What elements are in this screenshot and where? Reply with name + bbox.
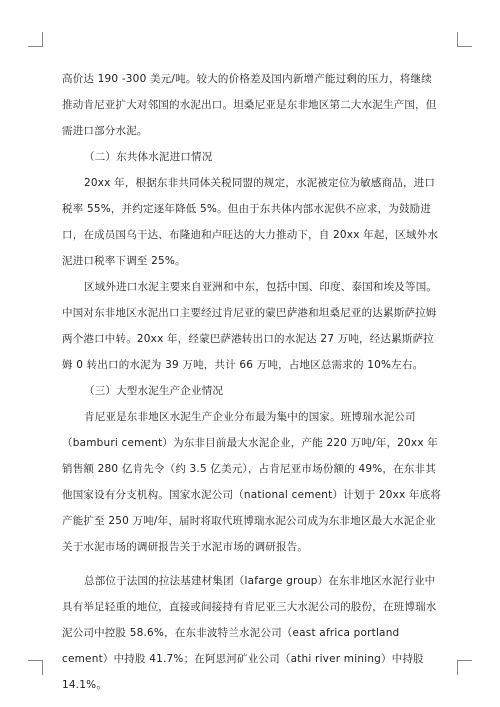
paragraph-gap xyxy=(62,560,442,568)
crop-mark-top-left xyxy=(28,32,43,47)
paragraph-kenya-producers: 肯尼亚是东非地区水泥生产企业分布最为集中的国家。班博瑞水泥公司（bamburi cement）为东非目前最大水泥企业，产能 220 万吨/年，20xx 年销售额 280 亿肯先令（约 3.5 亿美元），占肯尼亚市场份额的 49%，在东非其他国家设有分支机构。国家水泥公司（national cement）计划于 20xx 年底将产能扩至 250 万吨/年，届时将取代班博瑞水泥公司成为东非地区最大水泥企业关于水泥市场的调研报告关于水泥市场的调研报告。 xyxy=(62,411,442,553)
paragraph-import-sources: 区域外进口水泥主要来自亚洲和中东，包括中国、印度、泰国和埃及等国。中国对东非地区水泥出口主要经过肯尼亚的蒙巴萨港和坦桑尼亚的达累斯萨拉姆两个港口中转。20xx 年，经蒙巴萨港转出口的水泥达 27 万吨，经达累斯萨拉姆 0 转出口的水泥为 39 万吨，共计 66 万吨，占地区总需求的 10%左右。 xyxy=(62,281,438,371)
paragraph-lafarge: 总部位于法国的拉法基建材集团（lafarge group）在东非地区水泥行业中具有举足轻重的地位，直接或间接持有肯尼亚三大水泥公司的股份，在班博瑞水泥公司中控股 58.6%，在东非波特兰水泥公司（east africa portland cement）中持股 41.7%；在阿思河矿业公司（athi river mining）中持股 14.1%。 xyxy=(62,575,437,691)
crop-mark-top-right xyxy=(457,32,472,47)
section-heading-major-producers: （三）大型水泥生产企业情况 xyxy=(84,385,224,397)
section-heading-eac-imports: （二）东共体水泥进口情况 xyxy=(84,151,213,163)
crop-mark-bottom-right xyxy=(457,660,472,675)
document-body xyxy=(62,66,442,698)
crop-mark-bottom-left xyxy=(28,660,43,675)
paragraph-tariff: 20xx 年，根据东非共同体关税同盟的规定，水泥被定位为敏感商品，进口税率 55%，并约定逐年降低 5%。但由于东共体内部水泥供不应求，为鼓励进口，在成员国乌干达、布隆迪和卢旺达的大力推动下，自 20xx 年起，区域外水泥进口税率下调至 25%。 xyxy=(62,177,439,267)
paragraph-export-prices: 高价达 190 -300 美元/吨。较大的价格差及国内新增产能过剩的压力，将继续推动肯尼亚扩大对邻国的水泥出口。坦桑尼亚是东非地区第二大水泥生产国，但需进口部分水泥。 xyxy=(62,73,437,137)
